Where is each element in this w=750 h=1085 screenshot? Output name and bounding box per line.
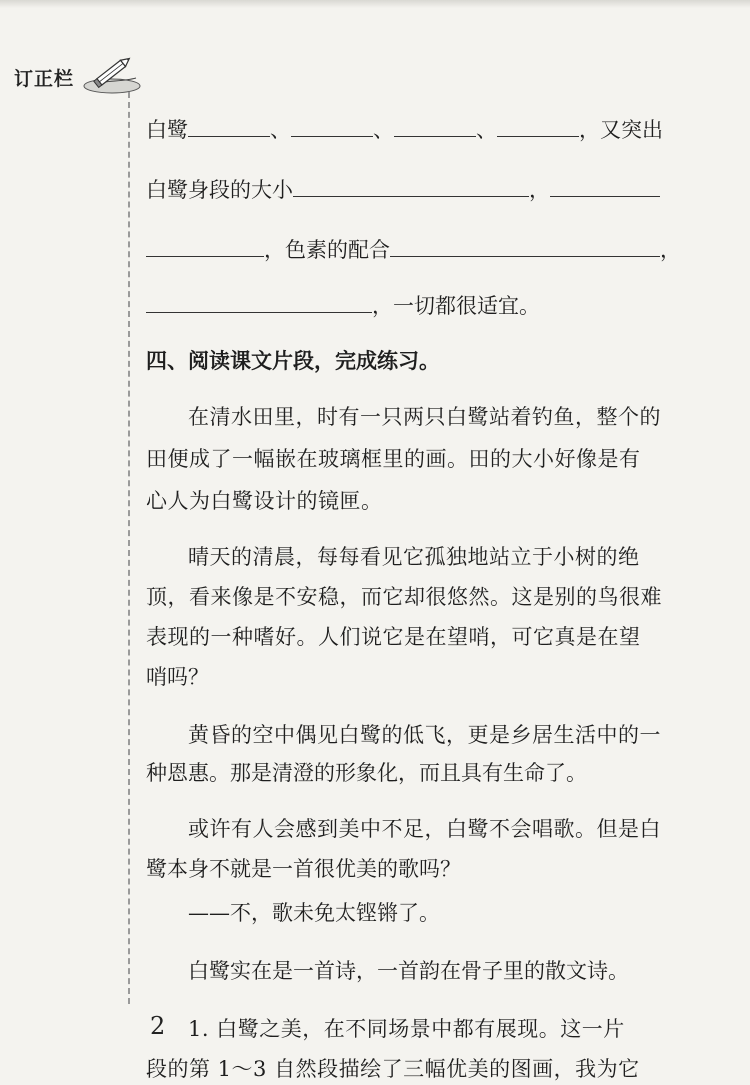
answer-blank[interactable] bbox=[146, 290, 372, 313]
passage-p4-line-2: 鹭本身不就是一首很优美的歌吗？ bbox=[146, 857, 461, 881]
fill-line-2-start: 白鹭身段的大小 bbox=[146, 178, 293, 202]
passage-p1-line-3: 心人为白鹭设计的镜匣。 bbox=[146, 489, 383, 513]
passage-p2-line-1: 晴天的清晨，每每看见它孤独地站立于小树的绝 bbox=[188, 545, 640, 569]
fill-line-3-middle: ，色素的配合 bbox=[264, 238, 390, 262]
answer-blank[interactable] bbox=[390, 234, 660, 257]
fill-line-3-end: ， bbox=[660, 238, 681, 262]
passage-p1-line-2: 田便成了一幅嵌在玻璃框里的画。田的大小好像是有 bbox=[146, 447, 641, 471]
answer-blank[interactable] bbox=[291, 114, 373, 137]
fill-line-1 bbox=[146, 114, 663, 145]
fill-line-1-sep2: 、 bbox=[373, 118, 394, 142]
pencil-icon bbox=[82, 54, 142, 96]
fill-line-1-sep3: 、 bbox=[476, 118, 497, 142]
question-1-line-1: 1. 白鹭之美，在不同场景中都有展现。这一片 bbox=[188, 1017, 625, 1041]
correction-column-divider bbox=[128, 92, 130, 1004]
passage-p4-line-1: 或许有人会感到美中不足，白鹭不会唱歌。但是白 bbox=[188, 817, 661, 841]
fill-line-2 bbox=[146, 174, 660, 205]
passage-p1-line-1: 在清水田里，时有一只两只白鹭站着钓鱼，整个的 bbox=[188, 405, 661, 429]
passage-p2-line-3: 表现的一种嗜好。人们说它是在望哨，可它真是在望 bbox=[146, 625, 641, 649]
correction-column-label: 订正栏 bbox=[14, 68, 75, 90]
answer-blank[interactable] bbox=[497, 114, 579, 137]
correction-column-header bbox=[8, 52, 138, 96]
answer-blank[interactable] bbox=[293, 174, 529, 197]
page-top-edge bbox=[0, 0, 750, 8]
section-heading: 四、阅读课文片段，完成练习。 bbox=[146, 349, 440, 373]
fill-line-2-end: ， bbox=[529, 178, 550, 202]
passage-p3-line-1: 黄昏的空中偶见白鹭的低飞，更是乡居生活中的一 bbox=[188, 723, 661, 747]
passage-p2-line-4: 哨吗？ bbox=[146, 665, 209, 689]
question-1-line-2: 段的第 1～3 自然段描绘了三幅优美的图画，我为它 bbox=[146, 1057, 640, 1081]
answer-blank[interactable] bbox=[188, 114, 270, 137]
passage-p2-line-2: 顶，看来像是不安稳，而它却很悠然。这是别的鸟很难 bbox=[146, 585, 662, 609]
fill-line-4 bbox=[146, 290, 540, 321]
passage-p5-line-1: ——不，歌未免太铿锵了。 bbox=[188, 901, 440, 925]
answer-blank[interactable] bbox=[394, 114, 476, 137]
passage-p6-line-1: 白鹭实在是一首诗，一首韵在骨子里的散文诗。 bbox=[188, 959, 629, 983]
page-number: 2 bbox=[150, 1012, 166, 1040]
fill-line-4-end: ，一切都很适宜。 bbox=[372, 294, 540, 318]
fill-line-1-sep1: 、 bbox=[270, 118, 291, 142]
fill-line-3 bbox=[146, 234, 681, 265]
fill-line-1-end: ，又突出 bbox=[579, 118, 663, 142]
passage-p3-line-2: 种恩惠。那是清澄的形象化，而且具有生命了。 bbox=[146, 761, 587, 785]
answer-blank[interactable] bbox=[550, 174, 660, 197]
answer-blank[interactable] bbox=[146, 234, 264, 257]
fill-line-1-start: 白鹭 bbox=[146, 118, 188, 142]
